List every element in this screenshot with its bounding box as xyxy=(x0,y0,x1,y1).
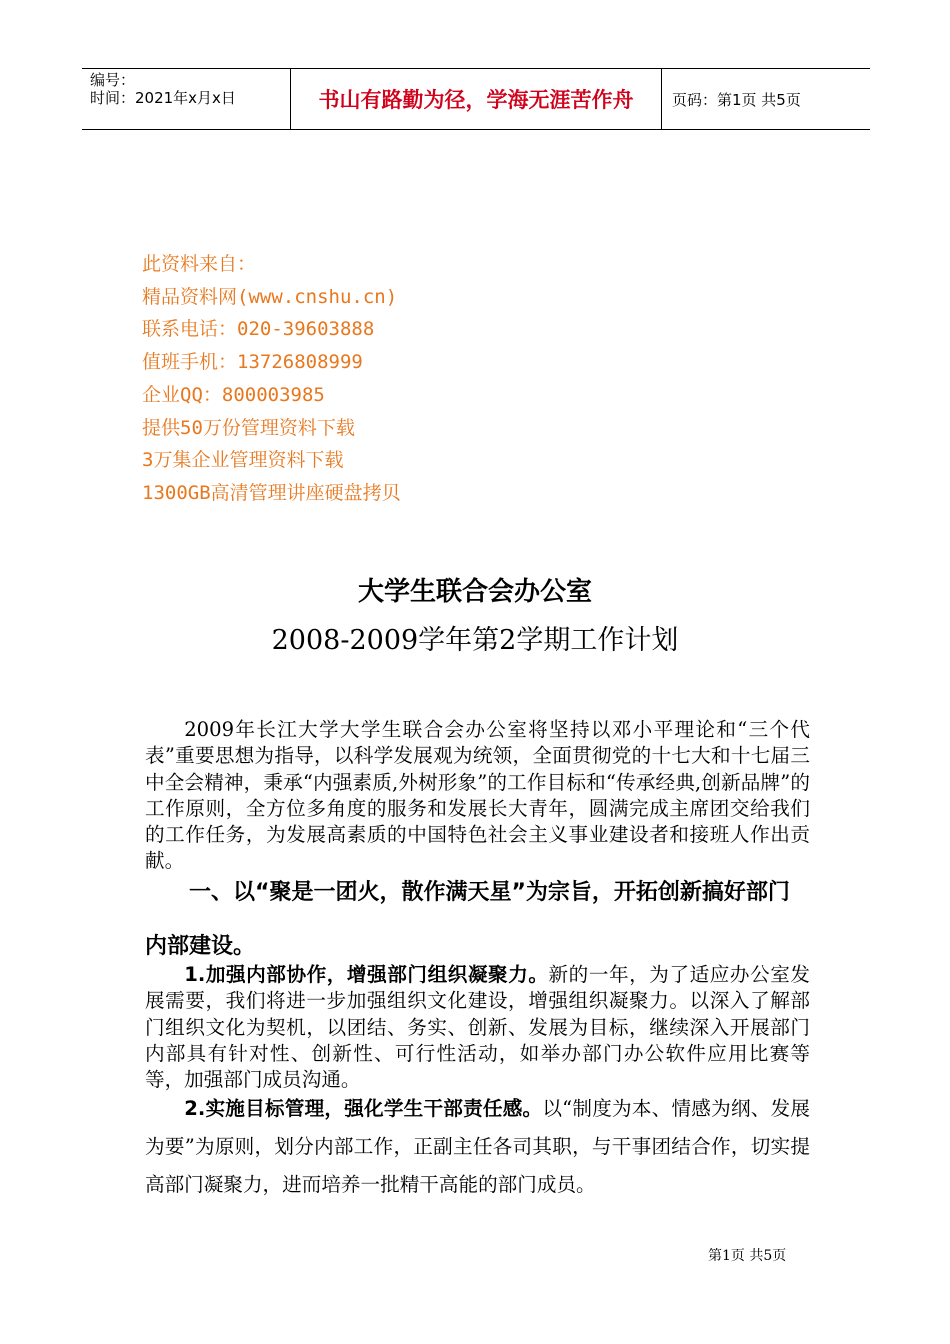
source-line: 企业QQ：800003985 xyxy=(142,383,325,406)
section-1-heading: 一、以“聚是一团火，散作满天星”为宗旨，开拓创新搞好部门内部建设。 xyxy=(145,880,790,959)
header-meta xyxy=(82,69,291,129)
item-2 xyxy=(145,1090,810,1204)
item-1-heading: 1.加强内部协作，增强部门组织凝聚力。 xyxy=(184,963,549,986)
document-title: 大学生联合会办公室 xyxy=(357,577,592,607)
number-label: 编号： xyxy=(90,71,136,89)
intro-paragraph: 2009年长江大学大学生联合会办公室将坚持以邓小平理论和“三个代表”重要思想为指导，以科学发展观为统领，全面贯彻党的十七大和十七届三中全会精神，秉承“内强素质,外树形象”的工作目标和“传承经典,创新品牌”的工作原则，全方位多角度的服务和发展长大青年，圆满完成主席团交给我们的工作任务，为发展高素质的中国特色社会主义事业建设者和接班人作出贡献。 xyxy=(145,718,810,873)
header-table xyxy=(82,68,870,130)
item-1 xyxy=(145,962,810,1093)
item-2-heading: 2.实施目标管理，强化学生干部责任感。 xyxy=(184,1097,543,1120)
source-line: 提供50万份管理资料下载 xyxy=(142,416,355,439)
source-line: 1300GB高清管理讲座硬盘拷贝 xyxy=(142,481,401,504)
header-page-info: 页码：第1页 共5页 xyxy=(672,90,801,109)
footer-page-info: 第1页 共5页 xyxy=(708,1248,787,1264)
source-info xyxy=(142,248,401,510)
source-line: 联系电话：020-39603888 xyxy=(142,318,375,341)
source-line: 此资料来自： xyxy=(142,253,257,275)
item-1-body: 新的一年，为了适应办公室发展需要，我们将进一步加强组织文化建设，增强组织凝聚力。以深入了解部门组织文化为契机，以团结、务实、创新、发展为目标，继续深入开展部门内部具有针对性、创新性、可行性活动，如举办部门办公软件应用比赛等等，加强部门成员沟通。 xyxy=(145,963,811,1092)
header-motto: 书山有路勤为径，学海无涯苦作舟 xyxy=(291,69,662,129)
source-line: 3万集企业管理资料下载 xyxy=(142,449,344,472)
item-2-body: 以“制度为本、情感为纲、发展为要”为原则，划分内部工作，正副主任各司其职，与干事团结合作，切实提高部门凝聚力，进而培养一批精干高能的部门成员。 xyxy=(145,1097,810,1196)
document-subtitle: 2008-2009学年第2学期工作计划 xyxy=(271,625,679,656)
source-line: 精品资料网(www.cnshu.cn) xyxy=(142,285,398,308)
source-line: 值班手机：13726808999 xyxy=(142,351,363,374)
time-label: 时间：2021年x月x日 xyxy=(90,89,236,107)
